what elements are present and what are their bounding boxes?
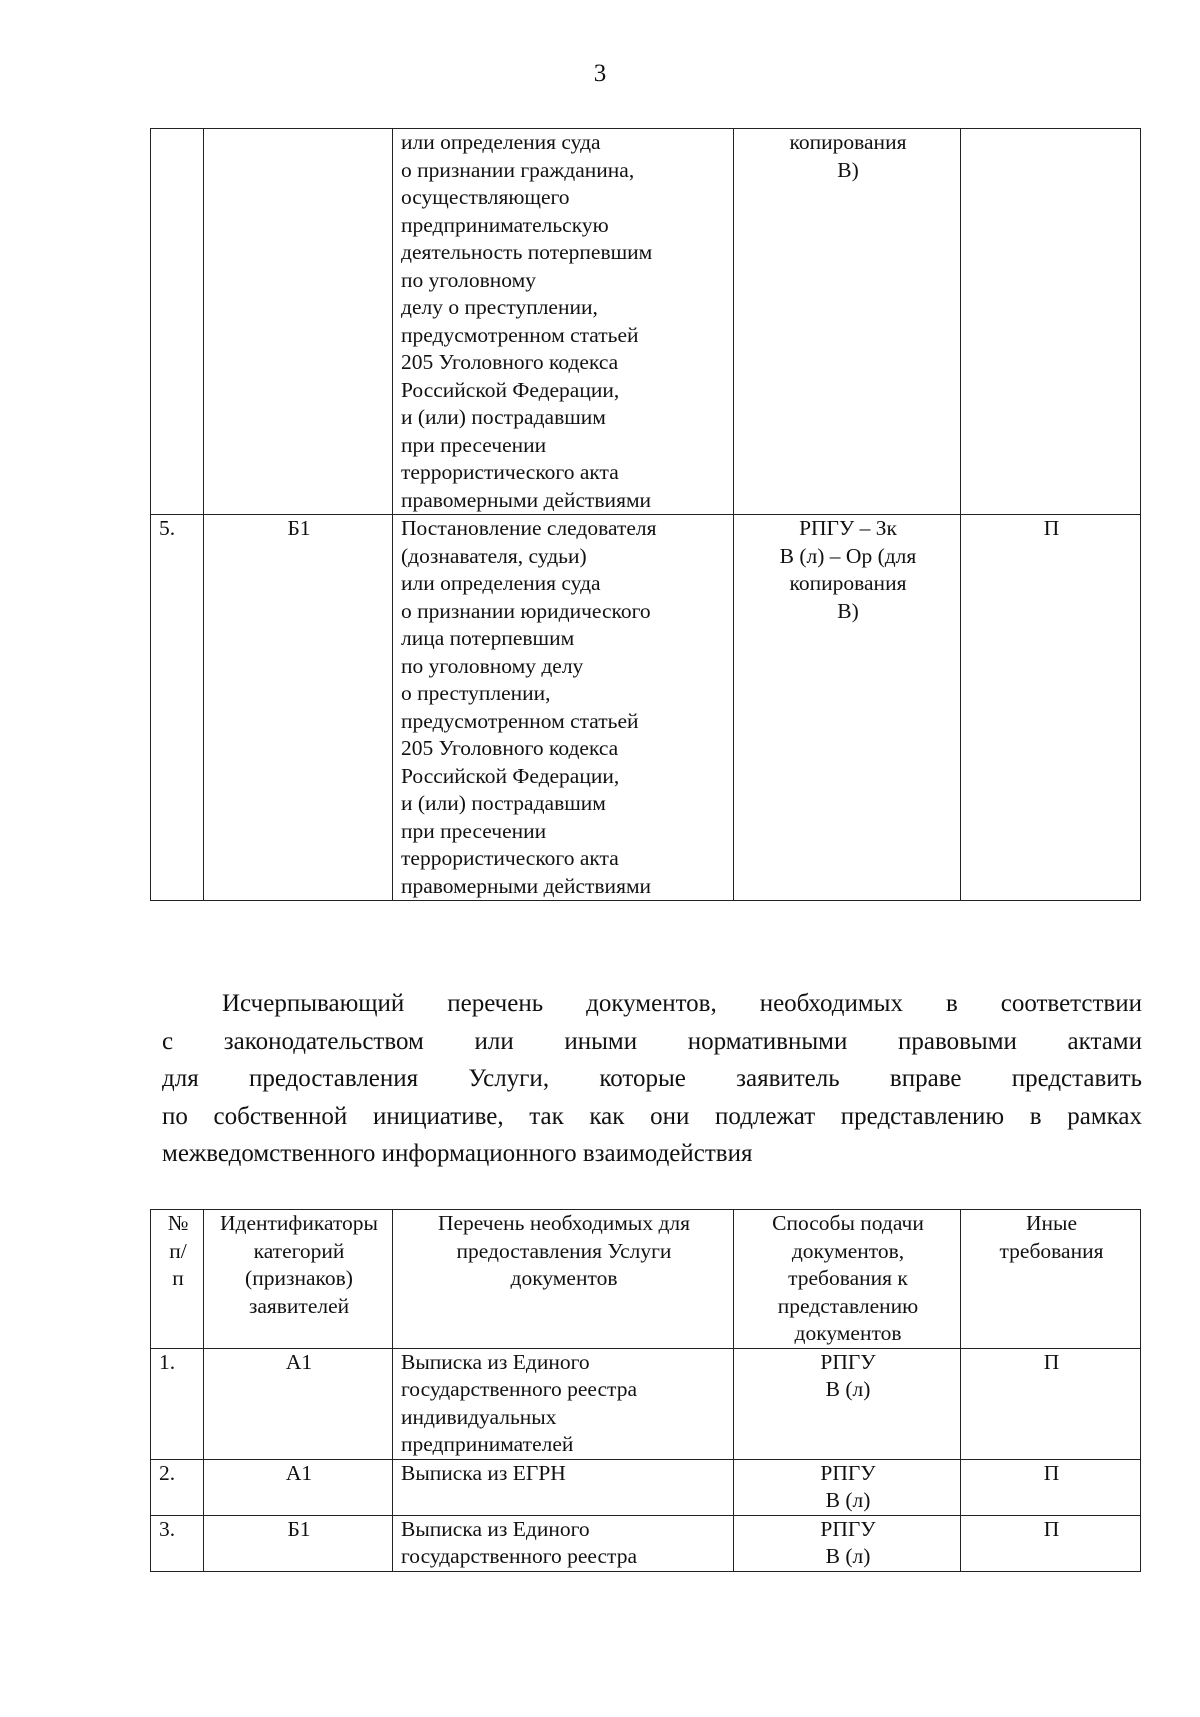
submission-method-cell <box>734 129 961 515</box>
cell-line: Российской Федерации, <box>401 763 620 788</box>
section-heading-paragraph <box>162 985 1142 1173</box>
cell-line: копирования <box>789 130 907 154</box>
cell-line: РПГУ – Зк <box>799 516 897 540</box>
cell-line: государственного реестра <box>401 1377 637 1401</box>
cell-line: документов <box>794 1321 902 1345</box>
cell-line: В (л) <box>825 1544 871 1568</box>
cell-line: В (л) <box>825 1377 871 1401</box>
cell-line: о признании юридического <box>401 598 651 623</box>
cell-line: документов <box>510 1266 618 1290</box>
table-row <box>151 1459 1141 1515</box>
row-number-cell: 3. <box>151 1515 204 1571</box>
cell-line: Выписка из Единого <box>401 1349 590 1374</box>
paragraph-line: для предоставления Услуги, которые заявитель вправе представить <box>162 1065 1142 1092</box>
header-number <box>151 1210 204 1349</box>
cell-line: Выписка из Единого <box>401 1516 590 1541</box>
submission-method-cell <box>734 1515 961 1571</box>
other-requirements-cell: П <box>961 1348 1141 1459</box>
cell-line: копирования <box>789 571 907 595</box>
page-number: 3 <box>593 60 607 87</box>
cell-line: государственного реестра <box>401 1544 637 1568</box>
cell-line: предусмотренном статьей <box>401 322 639 347</box>
category-cell: А1 <box>204 1348 393 1459</box>
cell-line: № <box>167 1211 189 1235</box>
document-cell <box>393 1348 734 1459</box>
table-row <box>151 1348 1141 1459</box>
cell-line: террористического акта <box>401 460 619 484</box>
row-number-cell: 2. <box>151 1459 204 1515</box>
category-cell: Б1 <box>204 1515 393 1571</box>
interagency-documents-table <box>150 1209 1141 1572</box>
cell-line: лица потерпевшим <box>401 626 575 650</box>
cell-line: террористического акта <box>401 846 619 870</box>
table-row <box>151 1515 1141 1571</box>
cell-line: требования <box>999 1238 1104 1263</box>
cell-line: или определения суда <box>401 571 601 595</box>
other-requirements-cell: П <box>961 1515 1141 1571</box>
paragraph-line: с законодательством или иными нормативными правовыми актами <box>162 1027 1142 1055</box>
cell-line: по уголовному <box>401 267 536 292</box>
submission-method-cell <box>734 1348 961 1459</box>
cell-line: деятельность потерпевшим <box>401 240 653 264</box>
paragraph-line: межведомственного информационного взаимодействия <box>162 1140 753 1167</box>
documents-table-continued <box>150 128 1141 901</box>
cell-line: Выписка из ЕГРН <box>401 1460 566 1485</box>
other-requirements-cell <box>961 129 1141 515</box>
cell-line: и (или) пострадавшим <box>401 791 606 815</box>
cell-line: Способы подачи <box>772 1211 924 1235</box>
document-cell <box>393 129 734 515</box>
cell-line: о признании гражданина, <box>401 157 635 182</box>
cell-line: при пресечении <box>401 818 547 843</box>
cell-line: требования к <box>788 1266 908 1290</box>
cell-line: заявителей <box>248 1293 350 1318</box>
cell-line: РПГУ <box>820 1460 876 1485</box>
cell-line: 205 Уголовного кодекса <box>401 736 619 760</box>
paragraph-line: по собственной инициативе, так как они подлежат представлению в рамках <box>162 1102 1142 1130</box>
cell-line: предпринимателей <box>401 1432 574 1456</box>
cell-line: В (л) <box>825 1488 871 1512</box>
cell-line: по уголовному делу <box>401 653 584 678</box>
row-number-cell: 1. <box>151 1348 204 1459</box>
cell-line: осуществляющего <box>401 185 570 209</box>
cell-line: предусмотренном статьей <box>401 708 639 733</box>
category-cell: А1 <box>204 1459 393 1515</box>
cell-line: п/ <box>169 1238 187 1263</box>
cell-line: Иные <box>1025 1211 1078 1235</box>
cell-line: Перечень необходимых для <box>437 1211 691 1235</box>
header-category-ids <box>204 1210 393 1349</box>
cell-line: п <box>172 1266 184 1290</box>
cell-line: представлению <box>777 1293 919 1318</box>
cell-line: В (л) – Ор (для <box>779 543 917 568</box>
document-cell <box>393 1459 734 1515</box>
row-number-cell: 5. <box>151 515 204 901</box>
table-row <box>151 129 1141 515</box>
other-requirements-cell: П <box>961 515 1141 901</box>
cell-line: РПГУ <box>820 1516 876 1541</box>
cell-line: Российской Федерации, <box>401 377 620 402</box>
cell-line: правомерными действиями <box>401 873 652 898</box>
cell-line: Идентификаторы <box>219 1211 379 1235</box>
cell-line: В) <box>837 157 859 182</box>
cell-line: при пресечении <box>401 432 547 457</box>
cell-line: предоставления Услуги <box>456 1238 672 1263</box>
cell-line: и (или) пострадавшим <box>401 405 606 429</box>
cell-line: или определения суда <box>401 130 601 154</box>
cell-line: правомерными действиями <box>401 487 652 512</box>
category-cell: Б1 <box>204 515 393 901</box>
cell-line: В) <box>837 598 859 623</box>
document-cell <box>393 1515 734 1571</box>
cell-line: (признаков) <box>245 1266 353 1290</box>
cell-line: индивидуальных <box>401 1404 557 1429</box>
cell-line: (дознавателя, судьи) <box>401 543 587 568</box>
table-header-row <box>151 1210 1141 1349</box>
category-cell <box>204 129 393 515</box>
row-number-cell <box>151 129 204 515</box>
submission-method-cell <box>734 515 961 901</box>
header-other-requirements <box>961 1210 1141 1349</box>
cell-line: категорий <box>253 1238 345 1263</box>
document-cell <box>393 515 734 901</box>
paragraph-line: Исчерпывающий перечень документов, необходимых в соответствии <box>222 990 1142 1017</box>
cell-line: 205 Уголовного кодекса <box>401 350 619 374</box>
cell-line: предпринимательскую <box>401 212 609 237</box>
cell-line: о преступлении, <box>401 681 551 705</box>
cell-line: делу о преступлении, <box>401 295 598 319</box>
submission-method-cell <box>734 1459 961 1515</box>
cell-line: документов, <box>791 1238 905 1263</box>
other-requirements-cell: П <box>961 1459 1141 1515</box>
cell-line: РПГУ <box>820 1349 876 1374</box>
cell-line: Постановление следователя <box>401 516 657 540</box>
header-document-list <box>393 1210 734 1349</box>
header-submission-methods <box>734 1210 961 1349</box>
table-row <box>151 515 1141 901</box>
